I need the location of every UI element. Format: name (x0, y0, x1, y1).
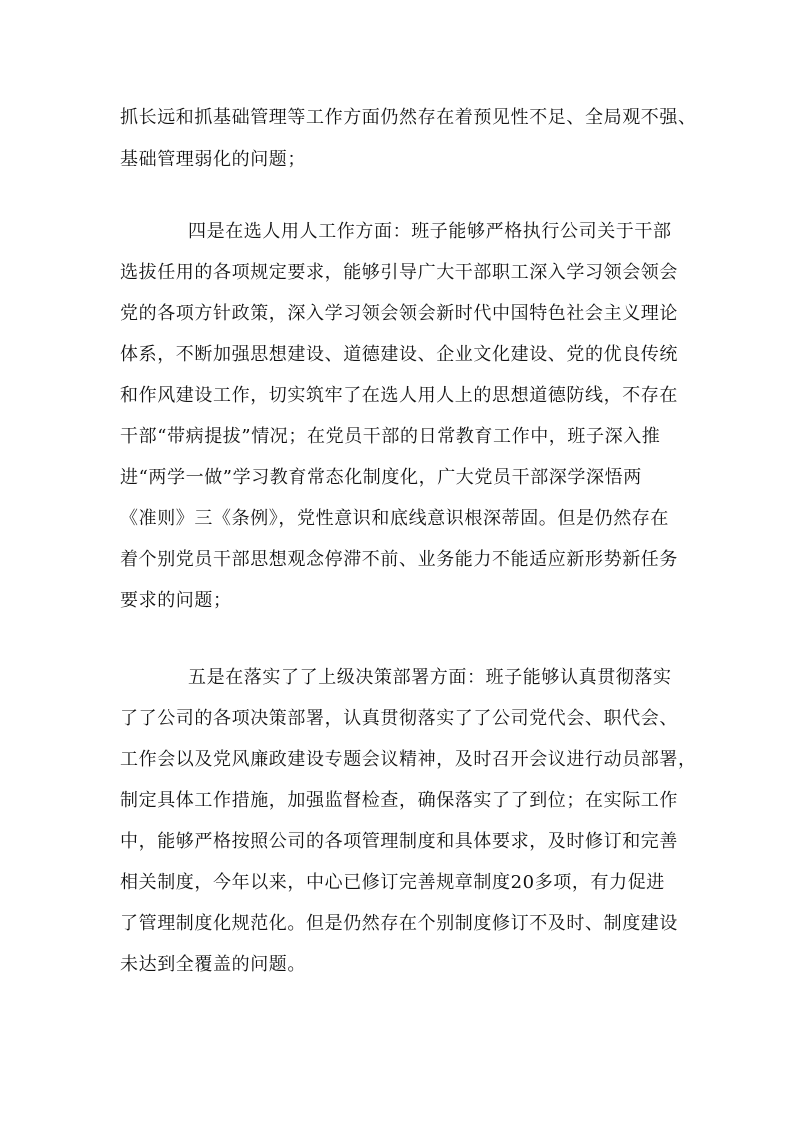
paragraph-1-line-2: 基础管理弱化的问题； (120, 149, 306, 170)
paragraph-3-line-5: 中，能够严格按照公司的各项管理制度和具体要求，及时修订和完善 (120, 831, 678, 852)
paragraph-2-line-6: 干部“带病提拔”情况；在党员干部的日常教育工作中，班子深入推 (120, 426, 661, 447)
paragraph-2-line-7: 进“两学一做”学习教育常态化制度化，广大党员干部深学深悟两 (120, 467, 642, 488)
paragraph-3-line-3: 工作会以及党风廉政建设专题会议精神，及时召开会议进行动员部署， (120, 749, 697, 770)
paragraph-3-line-2: 了了公司的各项决策部署，认真贯彻落实了了公司党代会、职代会、 (120, 708, 678, 729)
paragraph-3-line-1: 五是在落实了了上级决策部署方面：班子能够认真贯彻落实 (188, 667, 672, 688)
paragraph-2-line-5: 和作风建设工作，切实筑牢了在选人用人上的思想道德防线，不存在 (120, 385, 678, 406)
paragraph-2-line-8: 《准则》三《条例》，党性意识和底线意识根深蒂固。但是仍然存在 (120, 508, 669, 529)
paragraph-2-line-2: 选拔任用的各项规定要求，能够引导广大干部职工深入学习领会领会 (120, 262, 678, 283)
paragraph-3-line-4: 制定具体工作措施，加强监督检查，确保落实了了到位；在实际工作 (120, 790, 678, 811)
paragraph-1-line-1: 抓长远和抓基础管理等工作方面仍然存在着预见性不足、全局观不强、 (120, 107, 697, 128)
paragraph-3-line-6: 相关制度，今年以来，中心已修订完善规章制度20多项，有力促进 (120, 872, 665, 893)
paragraph-3-line-8: 未达到全覆盖的问题。 (120, 954, 306, 975)
paragraph-3-line-7: 了管理制度化规范化。但是仍然存在个别制度修订不及时、制度建设 (120, 913, 678, 934)
paragraph-2-line-10: 要求的问题； (120, 590, 232, 611)
paragraph-2-line-3: 党的各项方针政策，深入学习领会领会新时代中国特色社会主义理论 (120, 303, 678, 324)
paragraph-2-line-9: 着个别党员干部思想观念停滞不前、业务能力不能适应新形势新任务 (120, 549, 678, 570)
paragraph-2-line-1: 四是在选人用人工作方面：班子能够严格执行公司关于干部 (188, 221, 672, 242)
paragraph-2-line-4: 体系，不断加强思想建设、道德建设、企业文化建设、党的优良传统 (120, 344, 678, 365)
